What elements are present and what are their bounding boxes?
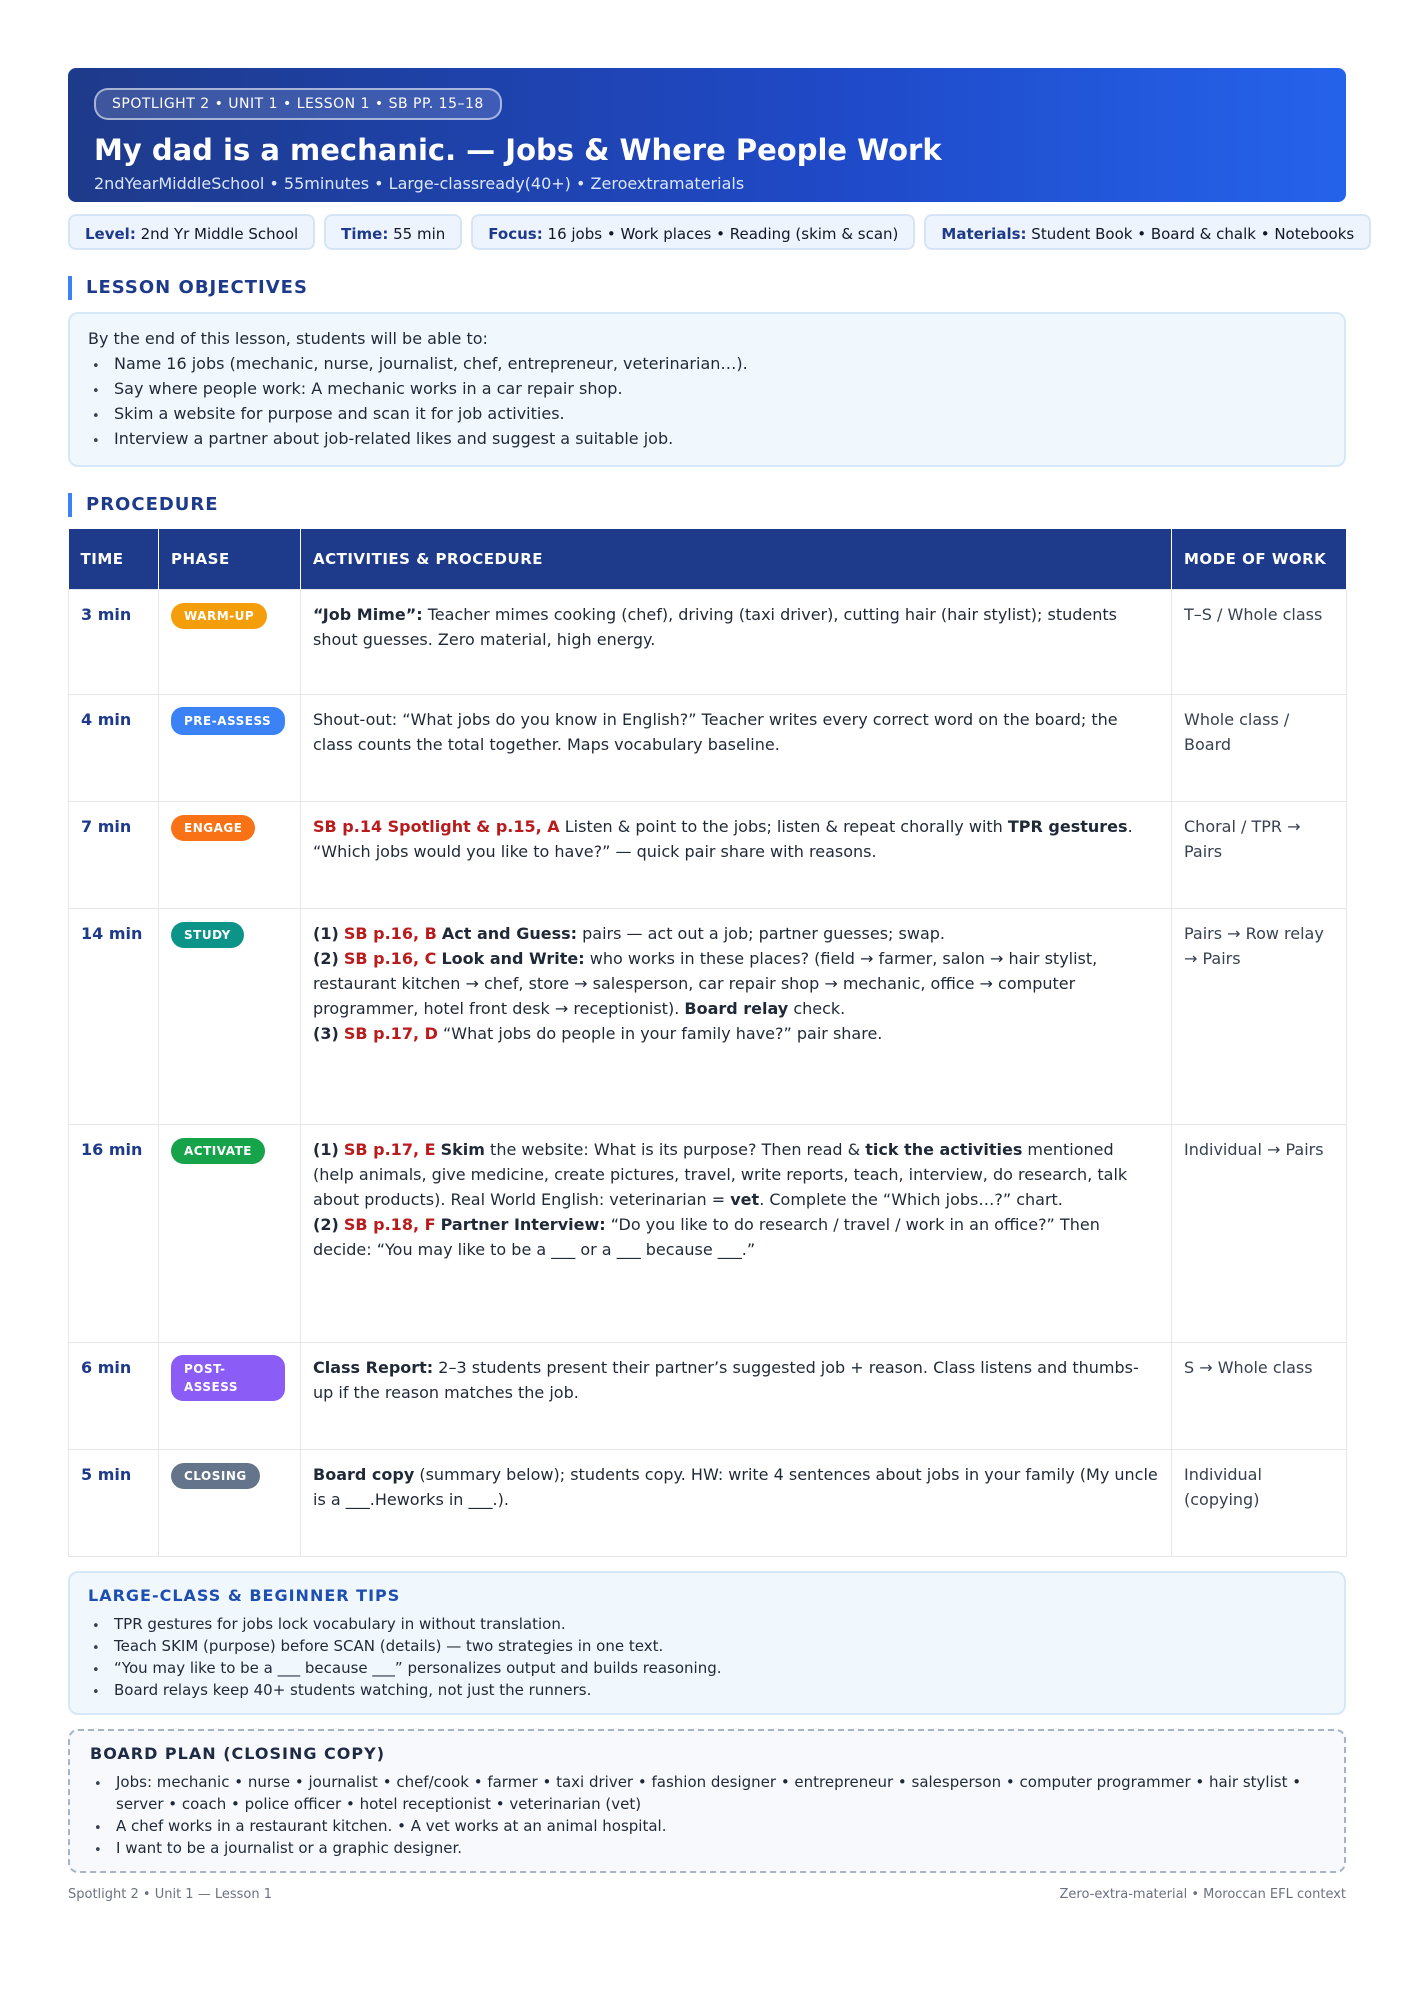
meta-chips bbox=[68, 214, 1355, 250]
table-row bbox=[69, 1449, 1347, 1556]
row-time: 3 min bbox=[69, 589, 159, 694]
table-row bbox=[69, 908, 1347, 1124]
col-phase: PHASE bbox=[159, 529, 301, 589]
row-activity: Shout-out: “What jobs do you know in English?” Teacher writes every correct word on the board; the class counts the total together. Maps vocabulary baseline. bbox=[301, 694, 1172, 801]
procedure-heading: PROCEDURE bbox=[68, 493, 1346, 517]
footer-right: Zero-extra-material • Moroccan EFL context bbox=[1059, 1886, 1346, 1902]
phase-badge-post-assess: POST-ASSESS bbox=[171, 1355, 285, 1401]
table-row bbox=[69, 801, 1347, 908]
table-row bbox=[69, 1342, 1347, 1449]
table-row bbox=[69, 1124, 1347, 1342]
row-activity: Class Report: 2–3 students present their partner’s suggested job + reason. Class listens and thumbs-up if the reason matches the job. bbox=[301, 1342, 1172, 1449]
footer-left: Spotlight 2 • Unit 1 — Lesson 1 bbox=[68, 1886, 272, 1902]
tip-item: • Board relays keep 40+ students watching, not just the runners. bbox=[88, 1679, 1326, 1701]
board-plan-heading: BOARD PLAN (CLOSING COPY) bbox=[90, 1743, 386, 1763]
row-mode: Individual → Pairs bbox=[1172, 1124, 1347, 1342]
col-mode: MODE OF WORK bbox=[1172, 529, 1347, 589]
row-time: 4 min bbox=[69, 694, 159, 801]
row-mode: Pairs → Row relay → Pairs bbox=[1172, 908, 1347, 1124]
row-mode: Whole class / Board bbox=[1172, 694, 1347, 801]
table-row bbox=[69, 589, 1347, 694]
chip-focus: Focus: 16 jobs • Work places • Reading (skim & scan) bbox=[471, 214, 915, 250]
lesson-title: My dad is a mechanic. — Jobs & Where People Work bbox=[94, 133, 942, 167]
board-item: • I want to be a journalist or a graphic designer. bbox=[90, 1837, 1324, 1859]
row-time: 7 min bbox=[69, 801, 159, 908]
objective-item: • Skim a website for purpose and scan it for job activities. bbox=[88, 401, 1326, 426]
row-time: 14 min bbox=[69, 908, 159, 1124]
chip-time: Time: 55 min bbox=[324, 214, 462, 250]
board-plan-box bbox=[68, 1729, 1346, 1873]
row-activity: SB p.14 Spotlight & p.15, A Listen & point to the jobs; listen & repeat chorally with TPR gestures. “Which jobs would you like to have?” — quick pair share with reasons. bbox=[301, 801, 1172, 908]
tips-box bbox=[68, 1571, 1346, 1715]
row-time: 5 min bbox=[69, 1449, 159, 1556]
objective-item: • Interview a partner about job-related likes and suggest a suitable job. bbox=[88, 426, 1326, 451]
row-mode: T–S / Whole class bbox=[1172, 589, 1347, 694]
row-activity: (1) SB p.16, B Act and Guess: pairs — act out a job; partner guesses; swap. (2) SB p.16, C Look and Write: who works in these places? (field → farmer, salon → hair stylist, restaurant kitchen → chef, store → salesperson, car repair shop → mechanic, office → computer programmer, hotel front desk → receptionist). Board relay check. (3) SB p.17, D “What jobs do people in your family have?” pair share. bbox=[301, 908, 1172, 1124]
table-row bbox=[69, 694, 1347, 801]
lesson-plan-page bbox=[68, 68, 1355, 1902]
objectives-heading: LESSON OBJECTIVES bbox=[68, 276, 1346, 300]
row-activity: “Job Mime”: Teacher mimes cooking (chef), driving (taxi driver), cutting hair (hair stylist); students shout guesses. Zero material, high energy. bbox=[301, 589, 1172, 694]
tip-item: • “You may like to be a ___ because ___” personalizes output and builds reasoning. bbox=[88, 1657, 1326, 1679]
page-footer bbox=[68, 1887, 1346, 1902]
row-activity: Board copy (summary below); students copy. HW: write 4 sentences about jobs in your family (My uncle is a ___.Heworks in ___.). bbox=[301, 1449, 1172, 1556]
header-banner bbox=[68, 68, 1346, 202]
lesson-subtitle: 2ndYearMiddleSchool • 55minutes • Large-classready(40+) • Zeroextramaterials bbox=[94, 174, 745, 193]
tips-list bbox=[88, 1613, 1326, 1701]
row-mode: S → Whole class bbox=[1172, 1342, 1347, 1449]
board-plan-list bbox=[90, 1771, 1324, 1859]
tips-heading: LARGE-CLASS & BEGINNER TIPS bbox=[88, 1585, 401, 1605]
phase-badge-activate: ACTIVATE bbox=[171, 1138, 265, 1164]
chip-materials: Materials: Student Book • Board & chalk • Notebooks bbox=[924, 214, 1371, 250]
board-item: • Jobs: mechanic • nurse • journalist • chef/cook • farmer • taxi driver • fashion designer • entrepreneur • salesperson • computer programmer • hair stylist • server • coach • police officer • hotel receptionist • veterinarian (vet) bbox=[90, 1771, 1324, 1815]
tip-item: • Teach SKIM (purpose) before SCAN (details) — two strategies in one text. bbox=[88, 1635, 1326, 1657]
objectives-intro: By the end of this lesson, students will be able to: bbox=[88, 329, 488, 348]
phase-badge-warm-up: WARM-UP bbox=[171, 603, 267, 629]
phase-badge-engage: ENGAGE bbox=[171, 815, 255, 841]
row-time: 6 min bbox=[69, 1342, 159, 1449]
phase-badge-study: STUDY bbox=[171, 922, 244, 948]
chip-level: Level: 2nd Yr Middle School bbox=[68, 214, 315, 250]
phase-badge-closing: CLOSING bbox=[171, 1463, 260, 1489]
tip-item: • TPR gestures for jobs lock vocabulary in without translation. bbox=[88, 1613, 1326, 1635]
procedure-table bbox=[68, 529, 1347, 1557]
row-mode: Choral / TPR → Pairs bbox=[1172, 801, 1347, 908]
row-time: 16 min bbox=[69, 1124, 159, 1342]
objective-item: • Name 16 jobs (mechanic, nurse, journalist, chef, entrepreneur, veterinarian…). bbox=[88, 351, 1326, 376]
phase-badge-pre-assess: PRE-ASSESS bbox=[171, 707, 285, 735]
col-time: TIME bbox=[69, 529, 159, 589]
board-item: • A chef works in a restaurant kitchen. • A vet works at an animal hospital. bbox=[90, 1815, 1324, 1837]
row-activity: (1) SB p.17, E Skim the website: What is its purpose? Then read & tick the activities mentioned (help animals, give medicine, create pictures, travel, write reports, teach, interview, do research, talk about products). Real World English: veterinarian = vet. Complete the “Which jobs…?” chart. (2) SB p.18, F Partner Interview: “Do you like to do research / travel / work in an office?” Then decide: “You may like to be a ___ or a ___ because ___.” bbox=[301, 1124, 1172, 1342]
row-mode: Individual (copying) bbox=[1172, 1449, 1347, 1556]
lesson-reference-pill: SPOTLIGHT 2 • UNIT 1 • LESSON 1 • SB PP. 15–18 bbox=[94, 88, 502, 120]
col-activities: ACTIVITIES & PROCEDURE bbox=[301, 529, 1172, 589]
objective-item: • Say where people work: A mechanic works in a car repair shop. bbox=[88, 376, 1326, 401]
objectives-list bbox=[88, 351, 1326, 451]
objectives-box bbox=[68, 312, 1346, 467]
